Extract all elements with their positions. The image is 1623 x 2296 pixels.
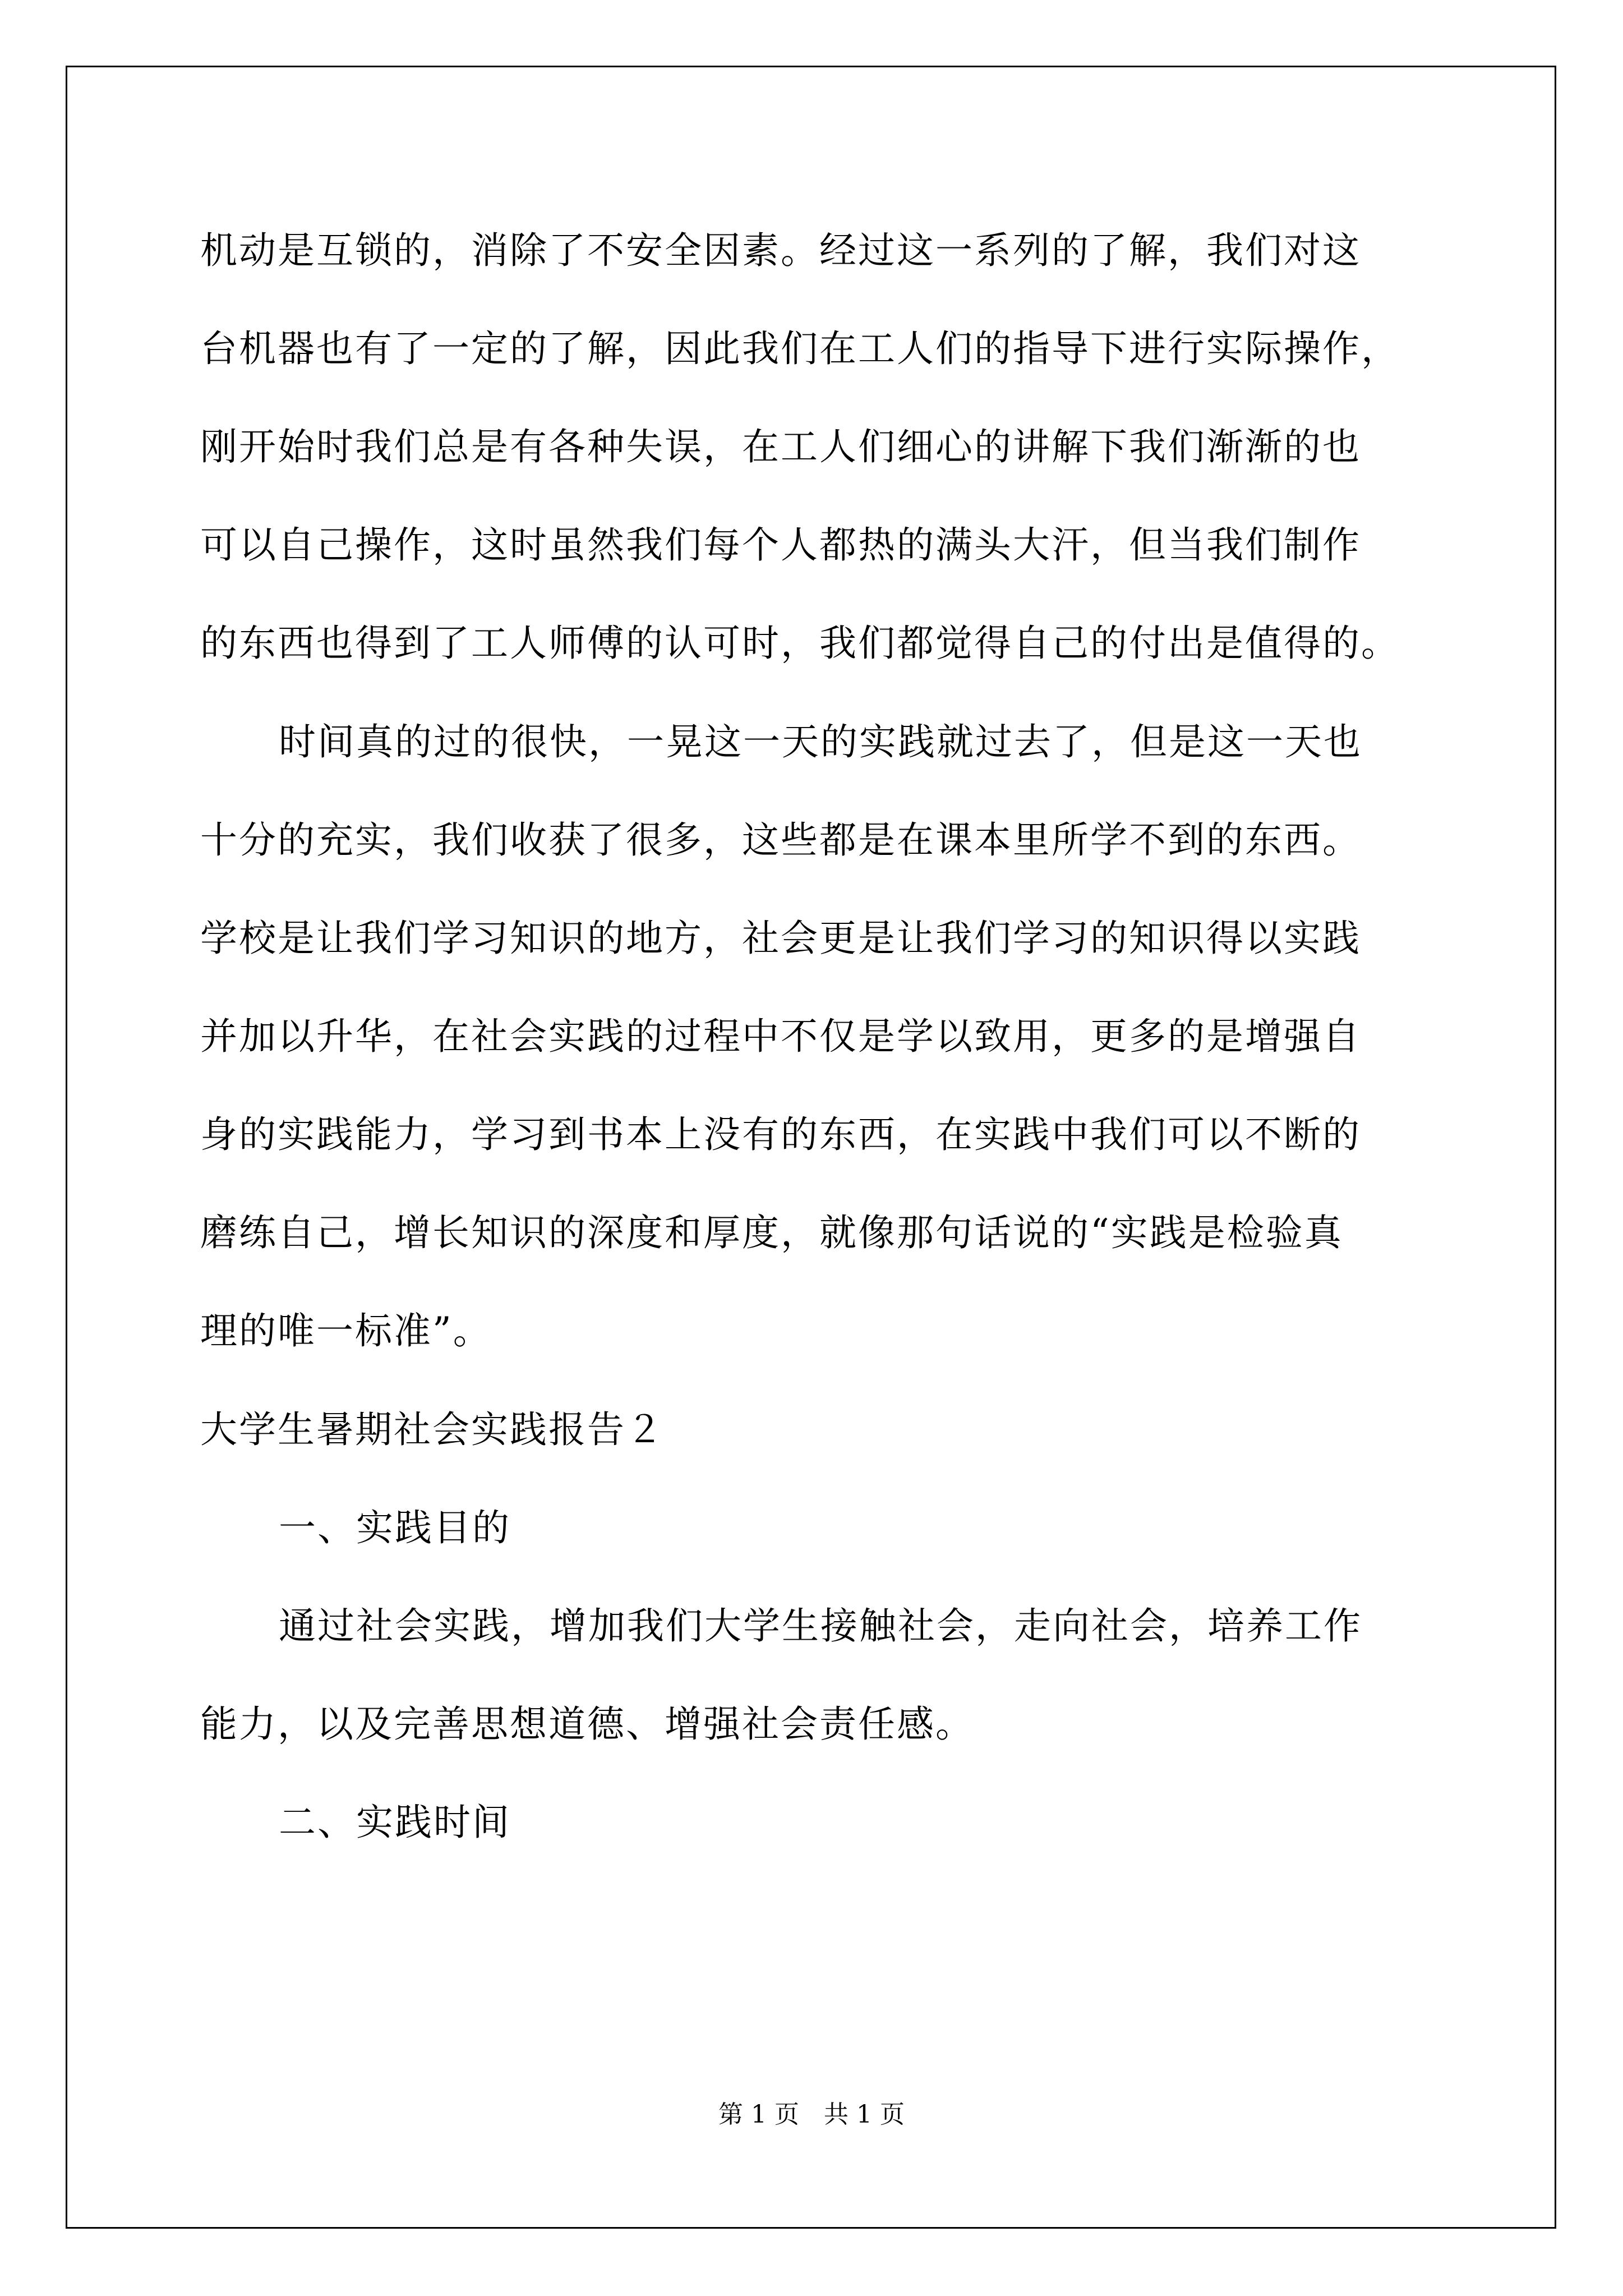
- text-line: 身的实践能力，学习到书本上没有的东西，在实践中我们可以不断的: [200, 1113, 1361, 1156]
- text-line: 台机器也有了一定的了解，因此我们在工人们的指导下进行实际操作，: [200, 327, 1400, 370]
- text-line: 磨练自己，增长知识的深度和厚度，就像那句话说的“实践是检验真: [200, 1211, 1343, 1254]
- text-line: 理的唯一标准”。: [200, 1309, 492, 1352]
- section-heading: 大学生暑期社会实践报告２: [200, 1408, 665, 1451]
- page-number: 第 1 页 共 1 页: [718, 2100, 905, 2129]
- subsection-heading: 一、实践目的: [279, 1506, 511, 1549]
- text-line: 通过社会实践，增加我们大学生接触社会，走向社会，培养工作: [279, 1604, 1362, 1648]
- text-line: 学校是让我们学习知识的地方，社会更是让我们学习的知识得以实践: [200, 917, 1361, 960]
- text-line: 并加以升华，在社会实践的过程中不仅是学以致用，更多的是增强自: [200, 1015, 1361, 1058]
- text-line: 机动是互锁的，消除了不安全因素。经过这一系列的了解，我们对这: [200, 229, 1361, 272]
- text-line: 能力，以及完善思想道德、增强社会责任感。: [200, 1703, 974, 1746]
- text-line: 十分的充实，我们收获了很多，这些都是在课本里所学不到的东西。: [200, 818, 1361, 862]
- text-line: 时间真的过的很快，一晃这一天的实践就过去了，但是这一天也: [279, 720, 1362, 763]
- subsection-heading: 二、实践时间: [279, 1801, 511, 1844]
- text-line: 的东西也得到了工人师傅的认可时，我们都觉得自己的付出是值得的。: [200, 622, 1400, 665]
- text-line: 刚开始时我们总是有各种失误，在工人们细心的讲解下我们渐渐的也: [200, 425, 1361, 468]
- text-line: 可以自己操作，这时虽然我们每个人都热的满头大汗，但当我们制作: [200, 523, 1361, 567]
